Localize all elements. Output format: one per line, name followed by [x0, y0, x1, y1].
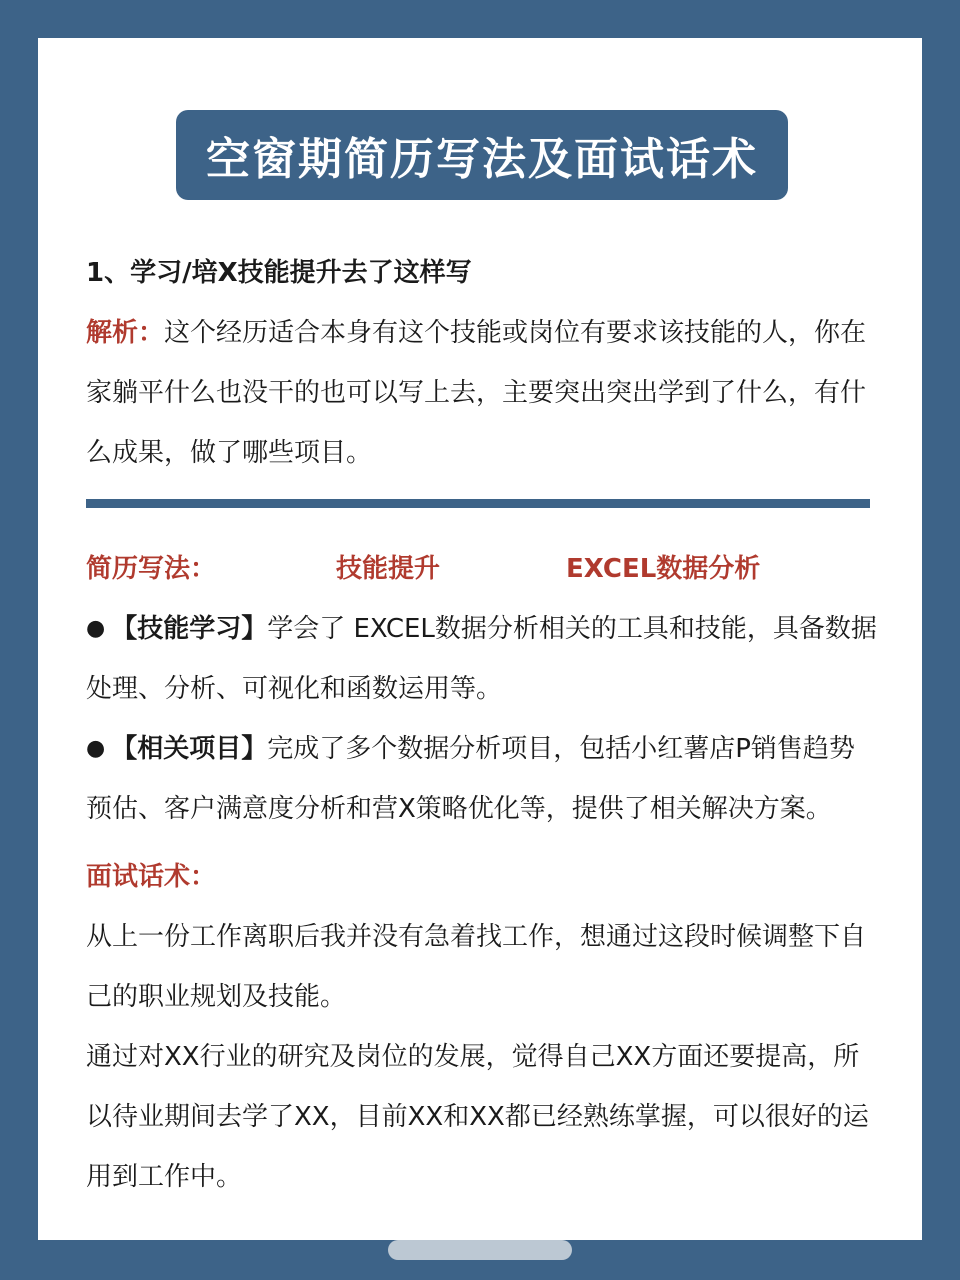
analysis-line-3: 么成果，做了哪些项目。 [86, 438, 373, 468]
resume-item-1-line-1 [86, 608, 877, 645]
resume-skill: 技能提升 [336, 554, 441, 584]
resume-item-1-text: 学会了 EXCEL数据分析相关的工具和技能，具备数据 [267, 614, 877, 644]
resume-item-2-text: 完成了多个数据分析项目，包括小红薯店P销售趋势 [267, 734, 855, 764]
page-title: 空窗期简历写法及面试话术 [206, 134, 758, 185]
section-divider [86, 499, 870, 508]
resume-subject: EXCEL数据分析 [566, 554, 761, 584]
resume-item-2-line-2: 预估、客户满意度分析和营X策略优化等，提供了相关解决方案。 [86, 794, 832, 824]
interview-p1-line-2: 己的职业规划及技能。 [86, 982, 347, 1012]
resume-item-2-tag: 【相关项目】 [111, 734, 268, 764]
interview-p2-line-1: 通过对XX行业的研究及岗位的发展，觉得自己XX方面还要提高，所 [86, 1042, 860, 1072]
title-banner [176, 110, 788, 200]
bullet-icon: ● [86, 736, 106, 761]
resume-label: 简历写法： [86, 554, 217, 584]
interview-p2-line-2: 以待业期间去学了XX，目前XX和XX都已经熟练掌握，可以很好的运 [86, 1102, 869, 1132]
interview-label: 面试话术： [86, 862, 217, 892]
analysis-line-1 [86, 312, 866, 349]
resume-item-1-line-2: 处理、分析、可视化和函数运用等。 [86, 674, 503, 704]
section-heading: 1、学习/培X技能提升去了这样写 [86, 258, 472, 288]
bullet-icon: ● [86, 616, 106, 641]
analysis-label: 解析： [86, 318, 165, 348]
watermark [388, 1240, 572, 1260]
analysis-line-2: 家躺平什么也没干的也可以写上去，主要突出突出学到了什么，有什 [86, 378, 867, 408]
analysis-text-1: 这个经历适合本身有这个技能或岗位有要求该技能的人，你在 [164, 318, 867, 348]
resume-item-2-line-1 [86, 728, 855, 765]
interview-p1-line-1: 从上一份工作离职后我并没有急着找工作，想通过这段时候调整下自 [86, 922, 867, 952]
resume-item-1-tag: 【技能学习】 [111, 614, 268, 644]
interview-p2-line-3: 用到工作中。 [86, 1162, 243, 1192]
